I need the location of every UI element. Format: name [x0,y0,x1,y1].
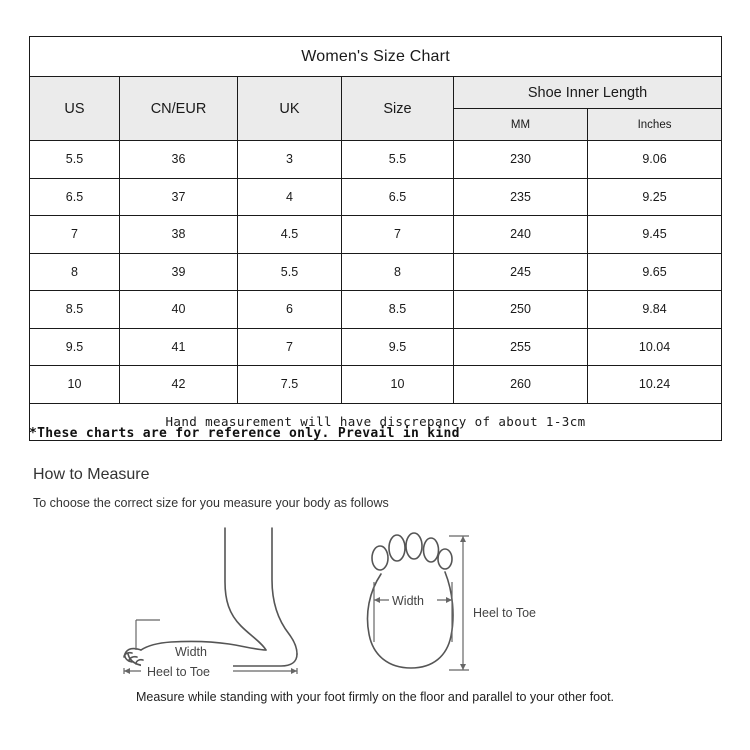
cell-us: 6.5 [30,178,120,216]
cell-cn-eur: 40 [120,291,238,329]
table-row [30,216,722,254]
cell-cn-eur: 41 [120,328,238,366]
cell-size: 10 [342,366,454,404]
top-width-label: Width [392,594,424,608]
cell-mm: 250 [454,291,588,329]
table-header-row [30,77,722,109]
cell-size: 9.5 [342,328,454,366]
cell-mm: 230 [454,141,588,179]
cell-size: 7 [342,216,454,254]
foot-diagrams [29,522,721,682]
table-row [30,141,722,179]
table-row [30,328,722,366]
cell-mm: 245 [454,253,588,291]
how-to-measure-title: How to Measure [33,466,150,483]
cell-uk: 3 [238,141,342,179]
cell-uk: 5.5 [238,253,342,291]
reference-note: *These charts are for reference only. Prevail in kind [29,426,460,441]
measure-footer-note: Measure while standing with your foot firmly on the floor and parallel to your other foot. [135,690,615,704]
cell-mm: 260 [454,366,588,404]
column-header-us: US [30,77,120,141]
cell-cn-eur: 36 [120,141,238,179]
foot-side-view-icon [124,528,297,666]
how-to-measure-subtitle: To choose the correct size for you measure your body as follows [33,496,389,510]
column-header-shoe-inner-length: Shoe Inner Length [454,77,722,109]
cell-uk: 7 [238,328,342,366]
measurement-note: Hand measurement will have discrepancy of about 1-3cm [30,403,722,440]
cell-us: 7 [30,216,120,254]
column-header-size: Size [342,77,454,141]
table-row [30,291,722,329]
top-length-label: Heel to Toe [473,606,537,620]
cell-cn-eur: 37 [120,178,238,216]
top-width-dimension [374,582,452,642]
cell-cn-eur: 39 [120,253,238,291]
cell-uk: 6 [238,291,342,329]
cell-inches: 10.04 [588,328,722,366]
cell-cn-eur: 42 [120,366,238,404]
cell-us: 8.5 [30,291,120,329]
cell-inches: 9.45 [588,216,722,254]
cell-inches: 10.24 [588,366,722,404]
cell-uk: 7.5 [238,366,342,404]
page-title: Women's Size Chart [30,37,722,77]
cell-inches: 9.84 [588,291,722,329]
column-header-uk: UK [238,77,342,141]
cell-size: 8.5 [342,291,454,329]
cell-inches: 9.06 [588,141,722,179]
side-length-label: Heel to Toe [147,665,211,679]
column-subheader-inches: Inches [588,109,722,141]
cell-size: 6.5 [342,178,454,216]
table-row [30,253,722,291]
cell-inches: 9.65 [588,253,722,291]
cell-us: 9.5 [30,328,120,366]
cell-inches: 9.25 [588,178,722,216]
table-row [30,366,722,404]
cell-us: 10 [30,366,120,404]
table-row [30,178,722,216]
side-width-dimension [136,620,160,650]
size-chart-container [29,36,721,441]
column-subheader-mm: MM [454,109,588,141]
cell-mm: 235 [454,178,588,216]
size-chart-table [29,36,722,441]
measurement-figures [29,522,721,682]
side-width-label: Width [175,645,207,659]
cell-us: 8 [30,253,120,291]
cell-uk: 4 [238,178,342,216]
column-header-cn-eur: CN/EUR [120,77,238,141]
cell-mm: 240 [454,216,588,254]
cell-mm: 255 [454,328,588,366]
cell-uk: 4.5 [238,216,342,254]
cell-size: 5.5 [342,141,454,179]
cell-size: 8 [342,253,454,291]
cell-cn-eur: 38 [120,216,238,254]
cell-us: 5.5 [30,141,120,179]
table-title-row [30,37,722,77]
